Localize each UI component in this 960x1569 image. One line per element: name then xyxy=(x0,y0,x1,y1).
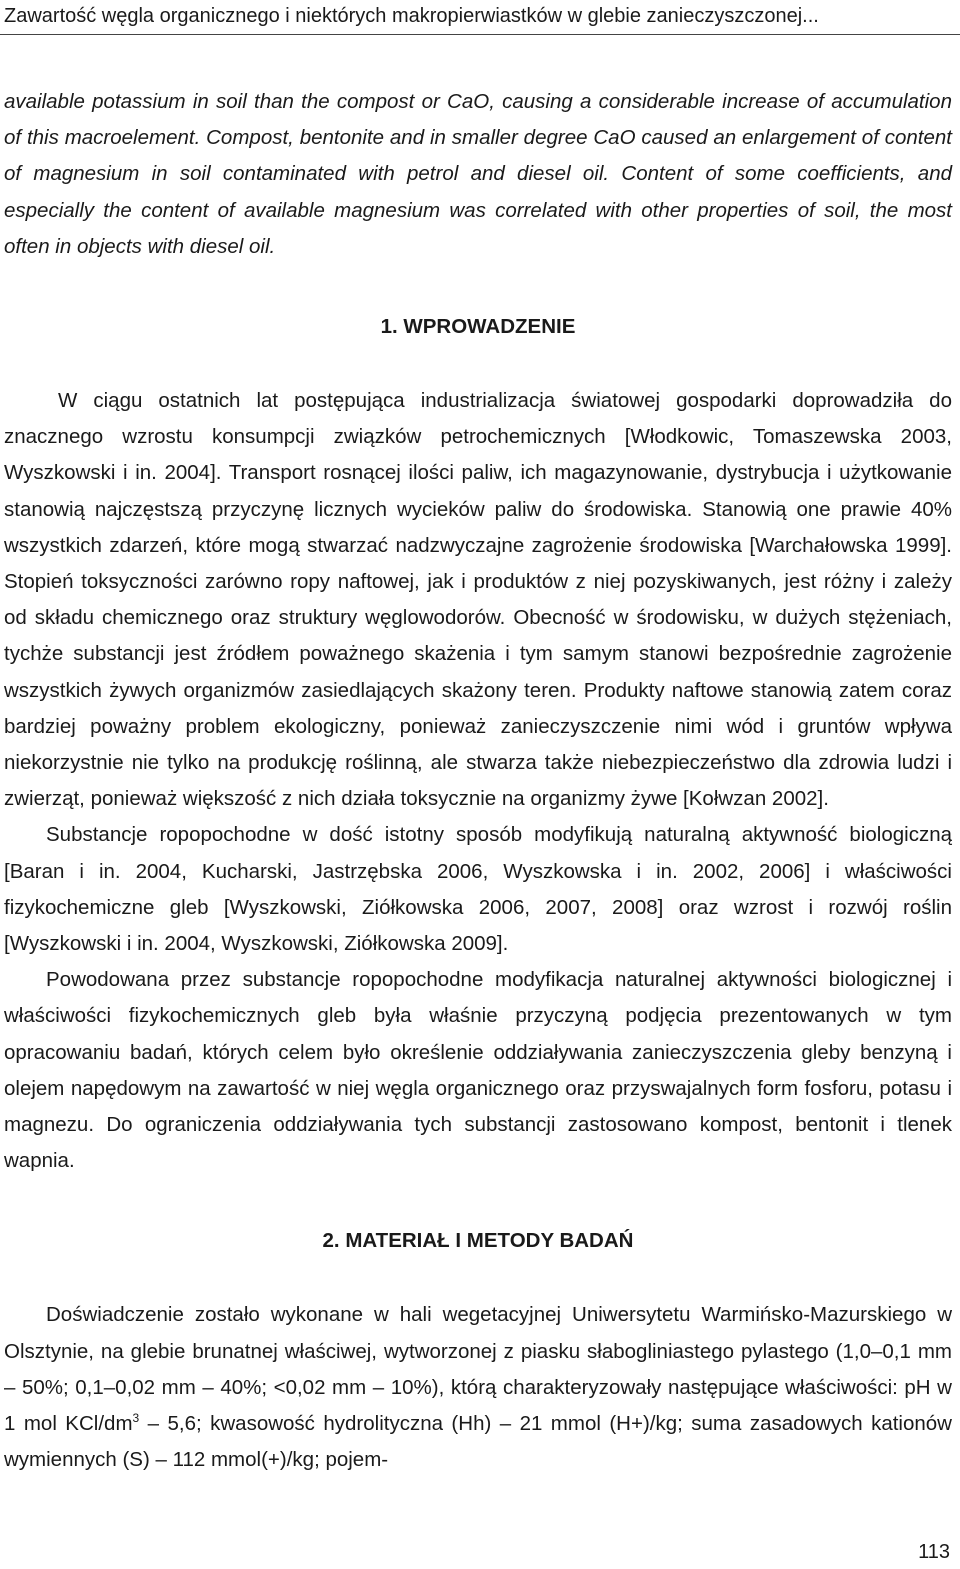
section-heading-methods: 2. MATERIAŁ I METODY BADAŃ xyxy=(322,1229,634,1253)
page-body xyxy=(4,84,952,1479)
paragraph-introduction-2: Substancje ropopochodne w dość istotny sposób modyfikują naturalną aktywność biologiczną [Baran i in. 2004, Kucharski, Jastrzębska 2006, Wyszkowska i in. 2002, 2006] i właściwości fizykochemiczne gleb [Wyszkowski, Ziółkowska 2006, 2007, 2008] oraz wzrost i rozwój roślin [Wyszkowski i in. 2004, Wyszkowski, Ziółkowska 2009]. xyxy=(4,823,952,956)
page-number: 113 xyxy=(918,1541,950,1563)
paragraph-methods-1 xyxy=(4,1297,952,1478)
methods-text-part-1: Doświadczenie zostało wykonane w hali wegetacyjnej Uniwersytetu Warmińsko-Mazurskiego w Olsztynie, na glebie brunatnej właściwej, wytworzonej z piasku słabogliniastego pylastego (1,0–0,1 mm – 50%; 0,1–0,02 mm – 40%; <0,02 mm – 10%), którą charakteryzowały następujące właściwości: pH w 1 mol KCl/dm xyxy=(4,1303,952,1436)
paragraph-introduction-1: W ciągu ostatnich lat postępująca industrializacja światowej gospodarki doprowadziła do znacznego wzrostu konsumpcji związków petrochemicznych [Włodkowic, Tomaszewska 2003, Wyszkowski i in. 2004]. Transport rosnącej ilości paliw, ich magazynowanie, dystrybucja i użytkowanie stanowią najczęstszą przyczynę licznych wycieków paliw do środowiska. Stanowią one prawie 40% wszystkich zdarzeń, które mogą stwarzać nadzwyczajne zagrożenie środowiska [Warchałowska 1999]. Stopień toksyczności zarówno ropy naftowej, jak i produktów z niej pozyskiwanych, jest różny i zależy od składu chemicznego oraz struktury węglowodorów. Obecność w środowisku, w dużych stężeniach, tychże substancji jest źródłem poważnego skażenia i tym samym stanowi bezpośrednie zagrożenie wszystkich żywych organizmów zasiedlających skażony teren. Produkty naftowe stanowią zatem coraz bardziej poważny problem ekologiczny, ponieważ zanieczyszczenie nimi wód i gruntów wpływa niekorzystnie nie tylko na produkcję roślinną, ale stwarza także niebezpieczeństwo dla zdrowia ludzi i zwierząt, ponieważ większość z nich działa toksycznie na organizmy żywe [Kołwzan 2002]. xyxy=(4,389,952,811)
section-heading-introduction: 1. WPROWADZENIE xyxy=(380,315,576,339)
methods-text-part-2: – 5,6; kwasowość hydrolityczna (Hh) – 21 mmol (H+)/kg; suma zasadowych kationów wymiennych (S) – 112 mmol(+)/kg; pojem- xyxy=(4,1412,952,1472)
abstract-continuation: available potassium in soil than the compost or CaO, causing a considerable increase of accumulation of this macroelement. Compost, bentonite and in smaller degree CaO caused an enlargement of content of magnesium in soil contaminated with petrol and diesel oil. Content of some coefficients, and especially the content of available magnesium was correlated with other properties of soil, the most often in objects with diesel oil. xyxy=(4,90,952,258)
paragraph-introduction-3: Powodowana przez substancje ropopochodne modyfikacja naturalnej aktywności biologicznej i właściwości fizykochemicznych gleb była właśnie przyczyną podjęcia prezentowanych w tym opracowaniu badań, których celem było określenie oddziaływania zanieczyszczenia gleby benzyną i olejem napędowym na zawartość w niej węgla organicznego oraz przyswajalnych form fosforu, potasu i magnezu. Do ograniczenia oddziaływania tych substancji zastosowano kompost, bentonit i tlenek wapnia. xyxy=(4,968,952,1173)
header-rule xyxy=(0,34,960,35)
superscript-3: 3 xyxy=(132,1411,140,1426)
running-header: Zawartość węgla organicznego i niektórych makropierwiastków w glebie zanieczyszczonej... xyxy=(4,5,819,27)
